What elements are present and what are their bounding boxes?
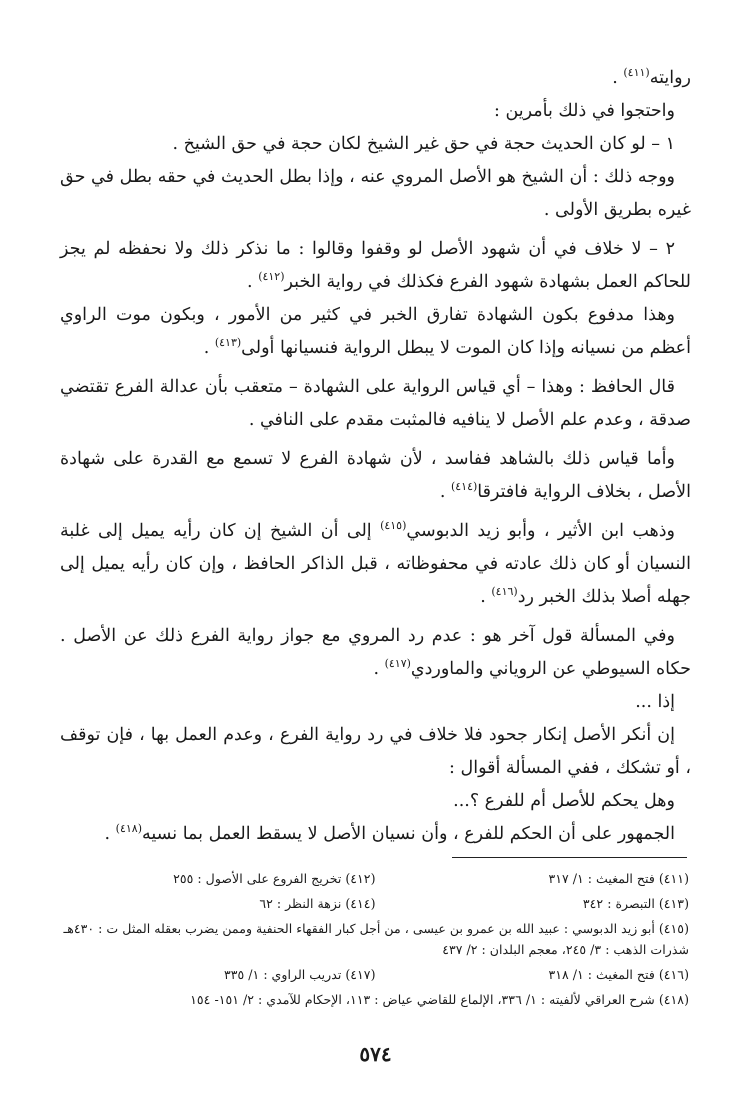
text: .	[439, 482, 451, 502]
footnote-413: (٤١٣) التبصرة : ٣٤٢	[582, 896, 689, 911]
paragraph-3: ١ – لو كان الحديث حجة في حق غير الشيخ لكان حجة في حق الشيخ .	[172, 134, 675, 154]
footnote-ref[interactable]: (٤١٦)	[491, 585, 518, 598]
text: .	[203, 338, 215, 358]
text: الجمهور على أن الحكم للفرع ، وأن نسيان الأصل لا يسقط العمل بما نسيه	[141, 824, 675, 844]
footnote-row	[62, 891, 689, 916]
text: وذهب ابن الأثير ، وأبو زيد الدبوسي	[406, 521, 675, 541]
footnote-415: (٤١٥) أبو زيد الدبوسي : عبيد الله بن عمرو بن عيسى ، من أجل كبار الفقهاء الحنفية وممن يضرب بعقله المثل ت : ٤٣٠هـ شذرات الذهب : ٣/ ٢٤٥، معجم البلدان : ٢/ ٤٣٧	[63, 921, 689, 957]
footnotes	[62, 866, 689, 1012]
footnote-ref[interactable]: (٤١٢)	[258, 270, 285, 283]
footnote-ref[interactable]: (٤١٣)	[214, 336, 242, 349]
text: ٢ – لا خلاف في أن شهود الأصل لو وقفوا وقالوا : ما نذكر ذلك ولا نحفظه لم يجز للحاكم العمل بشهادة شهود الفرع فكذلك في رواية الخبر	[60, 239, 691, 292]
text: .	[373, 659, 385, 679]
text: روايته	[649, 68, 691, 88]
footnote-ref[interactable]: (٤١١)	[623, 66, 650, 79]
footnote-412: (٤١٢) تخريج الفروع على الأصول : ٢٥٥	[173, 871, 376, 886]
paragraph-10	[60, 620, 691, 686]
footnote-416: (٤١٦) فتح المغيث : ١/ ٣١٨	[548, 967, 689, 982]
text: .	[612, 68, 624, 88]
body-text	[60, 62, 691, 851]
paragraph-1	[60, 62, 691, 95]
paragraph-4: ووجه ذلك : أن الشيخ هو الأصل المروي عنه ، وإذا بطل الحديث في حقه بطل في حق غيره بطريق الأولى .	[60, 167, 691, 220]
footnote-417: (٤١٧) تدريب الراوي : ١/ ٣٣٥	[224, 967, 376, 982]
footnote-row	[62, 866, 689, 891]
page-number: ٥٧٤	[359, 1042, 392, 1066]
footnote-ref[interactable]: (٤١٥)	[380, 519, 407, 532]
footnote-row	[62, 962, 689, 987]
footnote-divider	[452, 857, 687, 858]
paragraph-8	[60, 443, 691, 509]
footnote-418: (٤١٨) شرح العراقي لألفيته : ١/ ٣٣٦، الإلماع للقاضي عياض : ١١٣، الإحكام للآمدي : ٢/ ١٥١- ١٥٤	[190, 992, 689, 1007]
text: .	[480, 587, 492, 607]
footnote-411: (٤١١) فتح المغيث : ١/ ٣١٧	[548, 871, 689, 886]
text: إلى أن الشيخ إن كان رأيه يميل إلى غلبة النسيان أو كان ذلك عادته في محفوظاته ، قبل الذاكر الحافظ ، وإن كان رأيه يميل إلى جهله أصلا بذلك الخبر رد	[60, 521, 691, 607]
paragraph-12: إن أنكر الأصل إنكار جحود فلا خلاف في رد رواية الفرع ، وعدم العمل بها ، فإن توقف ، أو تشكك ، ففي المسألة أقوال :	[60, 725, 691, 778]
text: وفي المسألة قول آخر هو : عدم رد المروي مع جواز رواية الفرع ذلك عن الأصل . حكاه السيوطي عن الروياني والماوردي	[60, 626, 691, 679]
footnote-414: (٤١٤) نزهة النظر : ٦٢	[259, 896, 376, 911]
paragraph-14	[60, 818, 691, 851]
footnote-ref[interactable]: (٤١٤)	[450, 480, 478, 493]
text: .	[104, 824, 116, 844]
text: وهذا مدفوع بكون الشهادة تفارق الخبر في كثير من الأمور ، وبكون موت الراوي أعظم من نسيانه وإذا كان الموت لا يبطل الرواية فنسيانها أولى	[60, 305, 691, 358]
paragraph-5	[60, 233, 691, 299]
paragraph-2: واحتجوا في ذلك بأمرين :	[493, 101, 675, 121]
paragraph-7: قال الحافظ : وهذا – أي قياس الرواية على الشهادة – متعقب بأن عدالة الفرع تقتضي صدقة ، وعدم علم الأصل لا ينافيه فالمثبت مقدم على النافي .	[60, 377, 691, 430]
text: وأما قياس ذلك بالشاهد ففاسد ، لأن شهادة الفرع لا تسمع مع القدرة على شهادة الأصل ، بخلاف الرواية فافترقا	[60, 449, 691, 502]
text: .	[247, 272, 259, 292]
paragraph-6	[60, 299, 691, 365]
footnote-ref[interactable]: (٤١٧)	[384, 657, 411, 670]
paragraph-11: إذا ...	[635, 692, 675, 712]
paragraph-13: وهل يحكم للأصل أم للفرع ؟...	[453, 791, 675, 811]
footnote-ref[interactable]: (٤١٨)	[115, 822, 142, 835]
paragraph-9	[60, 515, 691, 614]
